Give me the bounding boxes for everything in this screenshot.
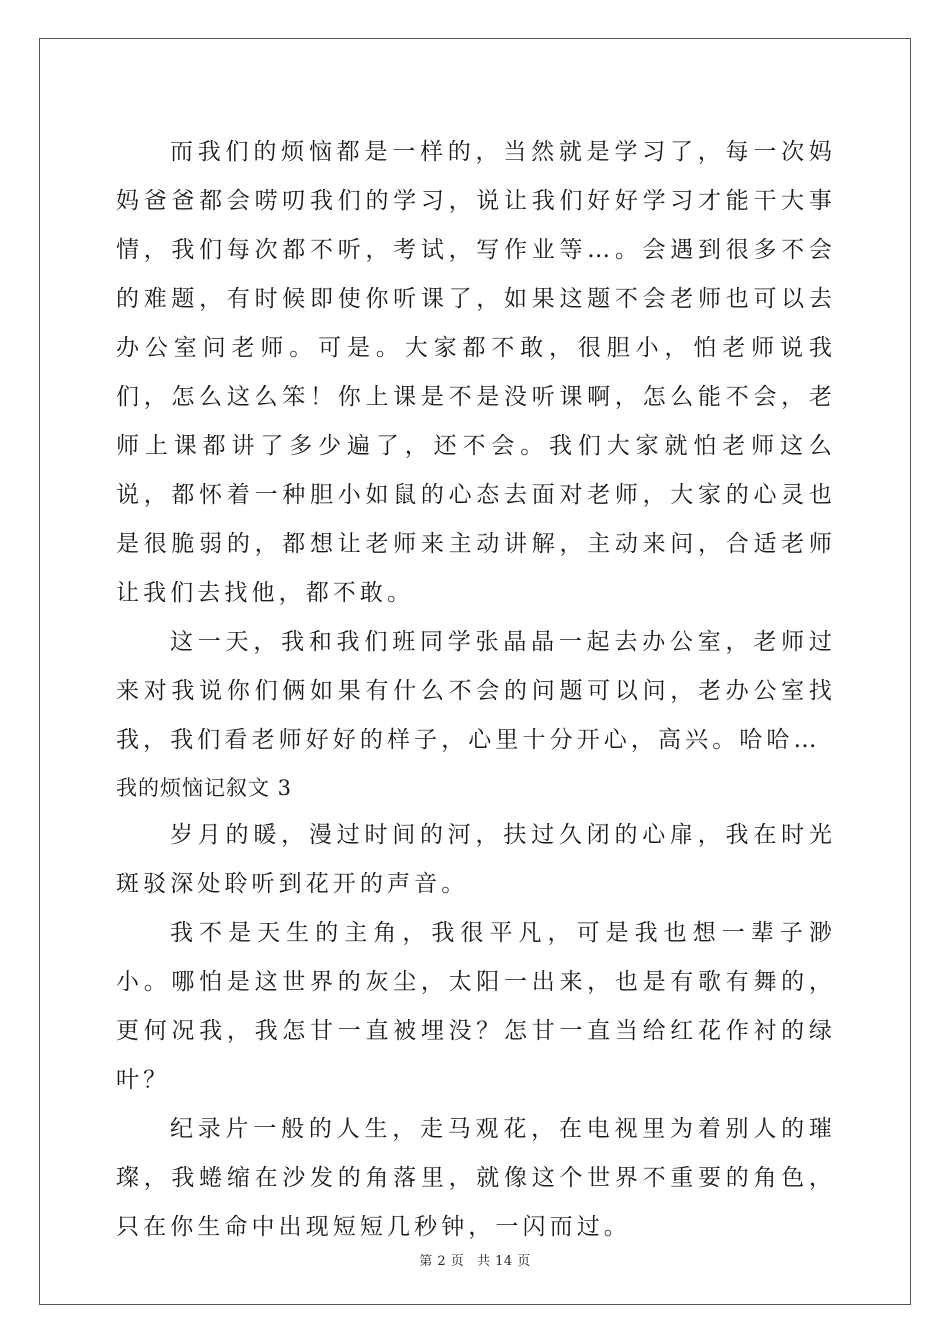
paragraph: 岁月的暖，漫过时间的河，扶过久闭的心扉，我在时光斑驳深处聆听到花开的声音。 — [116, 822, 836, 897]
page-footer — [0, 1250, 950, 1269]
paragraph: 纪录片一般的人生，走马观花，在电视里为着别人的璀璨，我蜷缩在沙发的角落里，就像这个世界不重要的角色，只在你生命中出现短短几秒钟，一闪而过。 — [116, 1116, 836, 1240]
paragraph: 我不是天生的主角，我很平凡，可是我也想一辈子渺小。哪怕是这世界的灰尘，太阳一出来，也是有歌有舞的，更何况我，我怎甘一直被埋没？怎甘一直当给红花作衬的绿叶？ — [116, 920, 836, 1093]
paragraph: 这一天，我和我们班同学张晶晶一起去办公室，老师过来对我说你们俩如果有什么不会的问题可以问，老办公室找我，我们看老师好好的样子，心里十分开心，高兴。哈哈… — [116, 629, 836, 753]
page-number: 第 2 页 — [419, 1254, 465, 1269]
section-title: 我的烦恼记叙文 3 — [116, 776, 293, 800]
page-total: 共 14 页 — [476, 1254, 531, 1269]
document-body — [116, 128, 836, 1252]
paragraph: 而我们的烦恼都是一样的，当然就是学习了，每一次妈妈爸爸都会唠叨我们的学习，说让我们好好学习才能干大事情，我们每次都不听，考试，写作业等…。会遇到很多不会的难题，有时候即使你听课了，如果这题不会老师也可以去办公室问老师。可是。大家都不敢，很胆小，怕老师说我们，怎么这么笨！你上课是不是没听课啊，怎么能不会，老师上课都讲了多少遍了，还不会。我们大家就怕老师这么说，都怀着一种胆小如鼠的心态去面对老师，大家的心灵也是很脆弱的，都想让老师来主动讲解，主动来问，合适老师让我们去找他，都不敢。 — [116, 139, 836, 606]
